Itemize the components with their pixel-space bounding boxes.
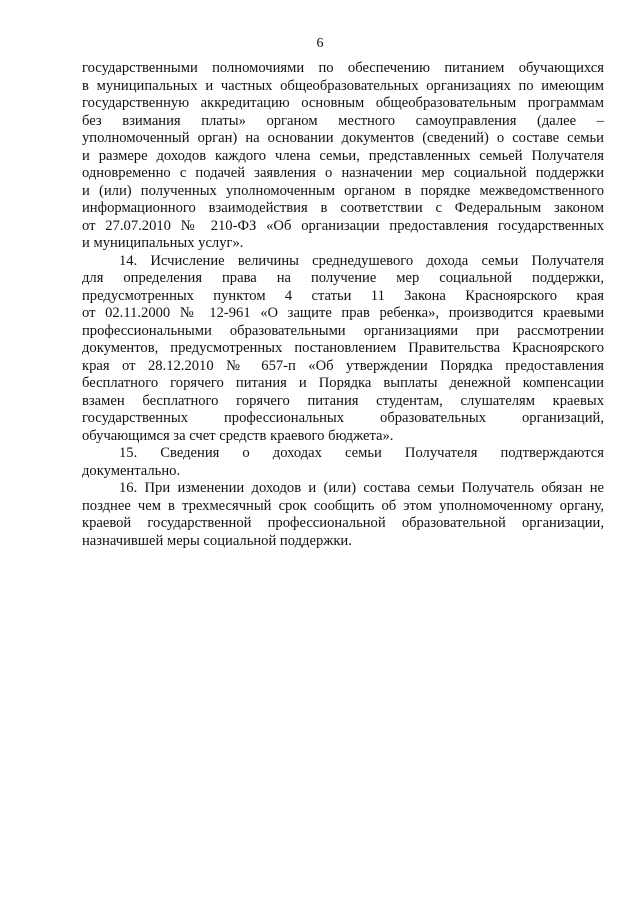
text-line: документов, предусмотренных постановлением Правительства Красноярского xyxy=(82,340,604,356)
text-line: предусмотренных пунктом 4 статьи 11 Закона Красноярского края xyxy=(82,287,604,304)
text-line: и размере доходов каждого члена семьи, представленных семьей Получателя xyxy=(82,147,604,164)
text-line: от 27.07.2010 № 210-ФЗ «Об организации предоставления государственных xyxy=(82,217,604,234)
paragraph-item-15 xyxy=(82,445,604,480)
text-line: края от 28.12.2010 № 657-п «Об утверждении Порядка предоставления xyxy=(82,357,604,374)
text-line: государственную аккредитацию основным общеобразовательным программам xyxy=(82,95,604,111)
text-line: назначившей меры социальной поддержки. xyxy=(82,532,352,549)
text-line: взамен бесплатного горячего питания студентам, слушателям краевых xyxy=(82,392,604,409)
paragraph-item-14 xyxy=(82,253,604,446)
text-line: информационного взаимодействия в соответствии с Федеральным законом xyxy=(82,200,604,216)
text-line: одновременно с подачей заявления о назначении мер социальной поддержки xyxy=(82,165,604,181)
text-line: 16. При изменении доходов и (или) состава семьи Получатель обязан не xyxy=(119,480,604,496)
text-line: государственных профессиональных образовательных организаций, xyxy=(82,410,604,426)
text-line: от 02.11.2000 № 12-961 «О защите прав ребенка», производится краевыми xyxy=(82,305,604,321)
text-line: в муниципальных и частных общеобразовательных организациях по имеющим xyxy=(82,77,604,94)
text-line: обучающимся за счет средств краевого бюджета». xyxy=(82,427,394,444)
text-line: 14. Исчисление величины среднедушевого дохода семьи Получателя xyxy=(119,252,604,269)
text-line: бесплатного горячего питания и Порядка выплаты денежной компенсации xyxy=(82,375,604,391)
text-line: документально. xyxy=(82,462,181,479)
text-line: позднее чем в трехмесячный срок сообщить об этом уполномоченному органу, xyxy=(82,497,604,514)
text-line: и муниципальных услуг». xyxy=(82,235,244,251)
text-line: 15. Сведения о доходах семьи Получателя подтверждаются xyxy=(119,445,604,461)
paragraph-item-16 xyxy=(82,480,604,550)
text-line: краевой государственной профессиональной образовательной организации, xyxy=(82,515,604,531)
paragraph-continuation xyxy=(82,60,604,253)
text-line: уполномоченный орган) на основании документов (сведений) о составе семьи xyxy=(82,130,604,146)
page-number: 6 xyxy=(316,36,324,51)
text-line: и (или) полученных уполномоченным органом в порядке межведомственного xyxy=(82,182,604,199)
text-line: без взимания платы» органом местного самоуправления (далее – xyxy=(82,112,604,129)
text-line: государственными полномочиями по обеспечению питанием обучающихся xyxy=(82,60,604,76)
document-body xyxy=(82,60,604,550)
text-line: профессиональными образовательными организациями при рассмотрении xyxy=(82,322,604,339)
text-line: для определения права на получение мер социальной поддержки, xyxy=(82,270,604,286)
